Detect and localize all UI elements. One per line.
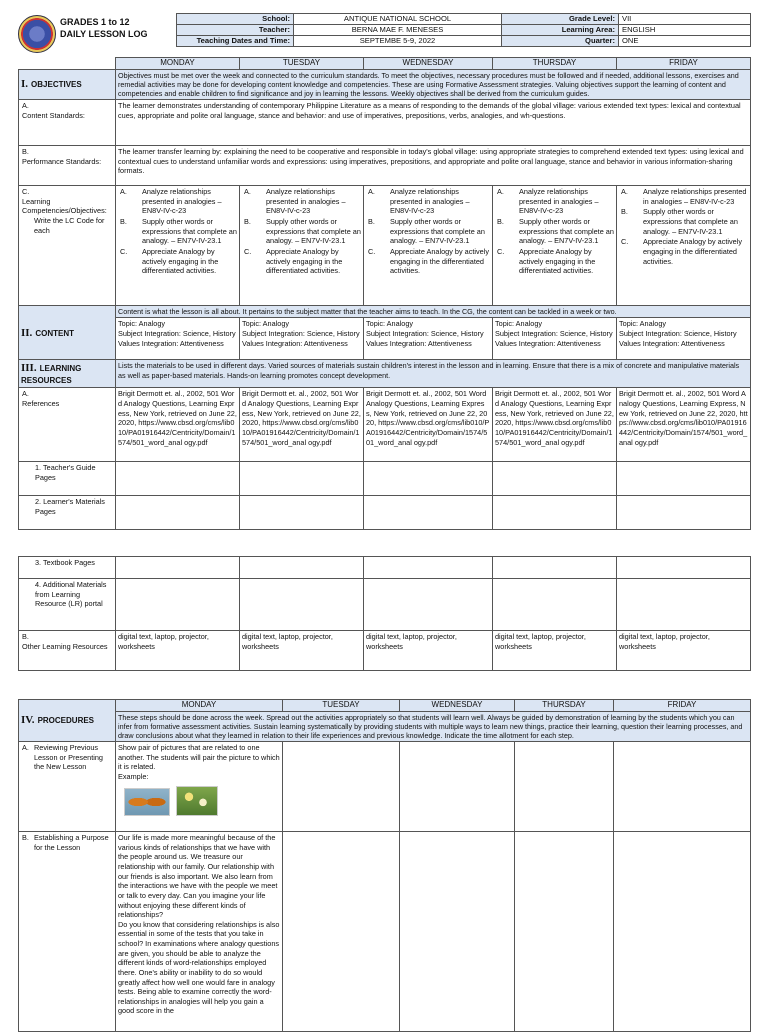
content-tuesday: Topic: Analogy Subject Integration: Science, History Values Integration: Attentiveness: [240, 318, 364, 360]
lc-item: A. Analyze relationships presented in analogies – EN8V-IV-c-23: [621, 187, 747, 206]
learners-materials-label: 2. Learner's Materials Pages: [19, 496, 116, 530]
lc-item: A. Analyze relationships presented in analogies – EN8V-IV-c-23: [368, 187, 470, 216]
lc-friday: [617, 186, 751, 306]
lc-item: B. Supply other words or expressions that complete an analogy. – EN7V-IV-23.1: [368, 217, 485, 246]
references-friday: Brigit Dermott et. al., 2002, 501 Word Analogy Questions, Learning Express, New York, retrieved on June 22, 2020, https://www.cbsd.org/cms/lib010/PA01916442/Centricity/Domain/1574/501_word_anal ogy.pdf: [617, 388, 751, 462]
other-resources-friday: digital text, laptop, projector, worksheets: [617, 631, 751, 671]
grade-value: VII: [619, 14, 751, 25]
resources-description: Lists the materials to be used in different days. Varied sources of materials sustain children's interest in the lesson and in learning. Ensure that there is a mix of concrete and manipulative materials as well as paper-based materials. Hands-on learning promotes concept development.: [116, 360, 751, 388]
quarter-value: ONE: [619, 36, 751, 47]
lc-item: A. Analyze relationships presented in analogies – EN8V-IV-c-23: [120, 187, 222, 216]
lc-item: B. Supply other words or expressions that complete an analogy. – EN7V-IV-23.1: [244, 217, 361, 246]
lc-item: B. Supply other words or expressions that complete an analogy. – EN7V-IV-23.1: [621, 207, 738, 236]
dates-value: SEPTEMBE 5-9, 2022: [294, 36, 502, 47]
references-monday: Brigit Dermott et. al., 2002, 501 Word Analogy Questions, Learning Express, New York, retrieved on June 22, 2020, https://www.cbsd.org/cms/lib010/PA01916442/Centricity/Domain/1574/501_word_anal ogy.pdf: [116, 388, 240, 462]
lc-item: C. Appreciate Analogy by actively engaging in the differentiated activities.: [244, 246, 343, 276]
references-thursday: Brigit Dermott et. al., 2002, 501 Word Analogy Questions, Learning Express, New York, retrieved on June 22, 2020, https://www.cbsd.org/cms/lib010/PA01916442/Centricity/Domain/1574/501_word_anal ogy.pdf: [493, 388, 617, 462]
other-resources-tuesday: digital text, laptop, projector, worksheets: [240, 631, 364, 671]
quarter-label: Quarter:: [502, 36, 619, 47]
deped-seal-logo: [18, 15, 56, 53]
reviewing-monday: Show pair of pictures that are related to one another. The students will pair the picture to which it is related. Example:: [116, 742, 283, 832]
teachers-guide-label: 1. Teacher's Guide Pages: [19, 462, 116, 496]
establishing-monday: Our life is made more meaningful because of the various kinds of relationships that we have with the people around us. We treasure our relationship with our family. Our relationship with our friends is also important. We also learn from the interactions we have with the people we meet or talk to every day. Can you imagine your life without enjoying these different kinds of relationships? Do you know that considering relationships is also essential in some of the tests that you take in school? In examinations where analogy questions are given, you should be able to analyze the different kinds of word-relationships employed there. One's ability or inability to do so would greatly affect how well one would fare in analogy tests. Being able to examine correctly the word-relationships in analogies will help you gain a good score in the: [116, 832, 283, 1032]
section-content: II. CONTENT: [19, 306, 116, 360]
learning-competencies-label: C.Learning Competencies/Objectives: Write the LC Code for each: [19, 186, 116, 306]
other-resources-monday: digital text, laptop, projector, worksheets: [116, 631, 240, 671]
section-objectives: I. OBJECTIVES: [19, 69, 116, 100]
content-standards-text: The learner demonstrates understanding of contemporary Philippine Literature as a means of responding to the demands of the global village: various extended text types: lexical and contextual cues, appropriate and polite oral language, stance and behavior: and use of imperatives, prepositions, verbs, analogies, and wh-questions.: [116, 100, 751, 146]
butterfly-image: [124, 788, 170, 816]
day-header-friday: FRIDAY: [617, 58, 751, 70]
lc-item: A. Analyze relationships presented in analogies – EN8V-IV-c-23: [244, 187, 346, 216]
flower-image: [176, 786, 218, 816]
content-friday: Topic: Analogy Subject Integration: Science, History Values Integration: Attentiveness: [617, 318, 751, 360]
lc-item: B. Supply other words or expressions that complete an analogy. – EN7V-IV-23.1: [120, 217, 237, 246]
references-tuesday: Brigit Dermott et. al., 2002, 501 Word Analogy Questions, Learning Express, New York, retrieved on June 22, 2020, https://www.cbsd.org/cms/lib010/PA01916442/Centricity/Domain/1574/501_word_anal ogy.pdf: [240, 388, 364, 462]
lc-item: A. Analyze relationships presented in analogies – EN8V-IV-c-23: [497, 187, 599, 216]
dates-label: Teaching Dates and Time:: [177, 36, 294, 47]
proc-day-wednesday: WEDNESDAY: [400, 700, 515, 712]
references-label: A.References: [19, 388, 116, 462]
content-description: Content is what the lesson is all about. It pertains to the subject matter that the teacher aims to teach. In the CG, the content can be tackled in a week or two.: [116, 306, 751, 318]
header-info-table: [176, 13, 751, 47]
other-resources-thursday: digital text, laptop, projector, worksheets: [493, 631, 617, 671]
day-header-thursday: THURSDAY: [493, 58, 617, 70]
lc-wednesday: [364, 186, 493, 306]
performance-standards-label: B.Performance Standards:: [19, 146, 116, 186]
additional-materials-label: 4. Additional Materials from Learning Resource (LR) portal: [19, 579, 116, 631]
content-thursday: Topic: Analogy Subject Integration: Science, History Values Integration: Attentiveness: [493, 318, 617, 360]
other-resources-wednesday: digital text, laptop, projector, worksheets: [364, 631, 493, 671]
procedures-table: [18, 699, 751, 1032]
content-standards-label: A.Content Standards:: [19, 100, 116, 146]
objectives-description: Objectives must be met over the week and connected to the curriculum standards. To meet the objectives, necessary procedures must be followed and if needed, additional lessons, exercises and remedial activities may be done for developing content knowledge and competencies. These are using Formative Assessment strategies. Valuing objectives support the learning of content and competencies and enable children to find significance and joy in learning the lessons. Weekly objectives shall be derived from the curriculum guides.: [116, 69, 751, 100]
teacher-value: BERNA MAE F. MENESES: [294, 25, 502, 36]
references-wednesday: Brigit Dermott et. al., 2002, 501 Word Analogy Questions, Learning Express, New York, retrieved on June 22, 2020, https://www.cbsd.org/cms/lib010/PA01916442/Centricity/Domain/1574/501_word_anal ogy.pdf: [364, 388, 493, 462]
lc-monday: [116, 186, 240, 306]
proc-day-friday: FRIDAY: [614, 700, 751, 712]
other-resources-label: B.Other Learning Resources: [19, 631, 116, 671]
textbook-pages-label: 3. Textbook Pages: [19, 557, 116, 579]
lc-tuesday: [240, 186, 364, 306]
establishing-purpose-label: B. Establishing a Purpose for the Lesson: [19, 832, 116, 1032]
lc-item: B. Supply other words or expressions that complete an analogy. – EN7V-IV-23.1: [497, 217, 614, 246]
reviewing-previous-lesson-label: A. Reviewing Previous Lesson or Presenting the New Lesson: [19, 742, 116, 832]
section-procedures: IV. PROCEDURES: [19, 700, 116, 742]
lc-item: C. Appreciate Analogy by actively engaging in the differentiated activities.: [621, 237, 742, 266]
teacher-label: Teacher:: [177, 25, 294, 36]
proc-day-monday: MONDAY: [116, 700, 283, 712]
content-monday: Topic: Analogy Subject Integration: Science, History Values Integration: Attentiveness: [116, 318, 240, 360]
lc-thursday: [493, 186, 617, 306]
day-header-monday: MONDAY: [116, 58, 240, 70]
school-label: School:: [177, 14, 294, 25]
resources-continuation-table: [18, 556, 751, 671]
lesson-log-table: [18, 57, 751, 530]
area-label: Learning Area:: [502, 25, 619, 36]
section-learning-resources: III. LEARNING RESOURCES: [19, 360, 116, 388]
proc-day-tuesday: TUESDAY: [283, 700, 400, 712]
lc-item: C. Appreciate Analogy by actively engaging in the differentiated activities.: [368, 246, 489, 276]
procedures-description: These steps should be done across the week. Spread out the activities appropriately so that students will learn well. Always be guided by demonstration of learning by the students which you can infer from formative assessment activities. Sustain learning systematically by providing students with multiple ways to learn new things, practice their learning, question their learning processes, and draw conclusions about what they learned in relation to their life experiences and previous knowledge. Indicate the time allotment for each step.: [116, 711, 751, 742]
content-wednesday: Topic: Analogy Subject Integration: Science, History Values Integration: Attentiveness: [364, 318, 493, 360]
performance-standards-text: The learner transfer learning by: explaining the need to be cooperative and responsible in today's global village: using appropriate strategies to comprehend extended text types: using lexical and contextual cues to understand unfamiliar words and expressions: using imperatives, prepositions, and appropriate and polite oral language, stance and behavior in various information-sharing formats.: [116, 146, 751, 186]
day-header-tuesday: TUESDAY: [240, 58, 364, 70]
lc-item: C. Appreciate Analogy by actively engaging in the differentiated activities.: [120, 246, 219, 276]
school-value: ANTIQUE NATIONAL SCHOOL: [294, 14, 502, 25]
day-header-wednesday: WEDNESDAY: [364, 58, 493, 70]
proc-day-thursday: THURSDAY: [515, 700, 614, 712]
lc-item: C. Appreciate Analogy by actively engaging in the differentiated activities.: [497, 246, 596, 276]
document-title: GRADES 1 to 12 DAILY LESSON LOG: [60, 17, 148, 39]
area-value: ENGLISH: [619, 25, 751, 36]
grade-label: Grade Level:: [502, 14, 619, 25]
